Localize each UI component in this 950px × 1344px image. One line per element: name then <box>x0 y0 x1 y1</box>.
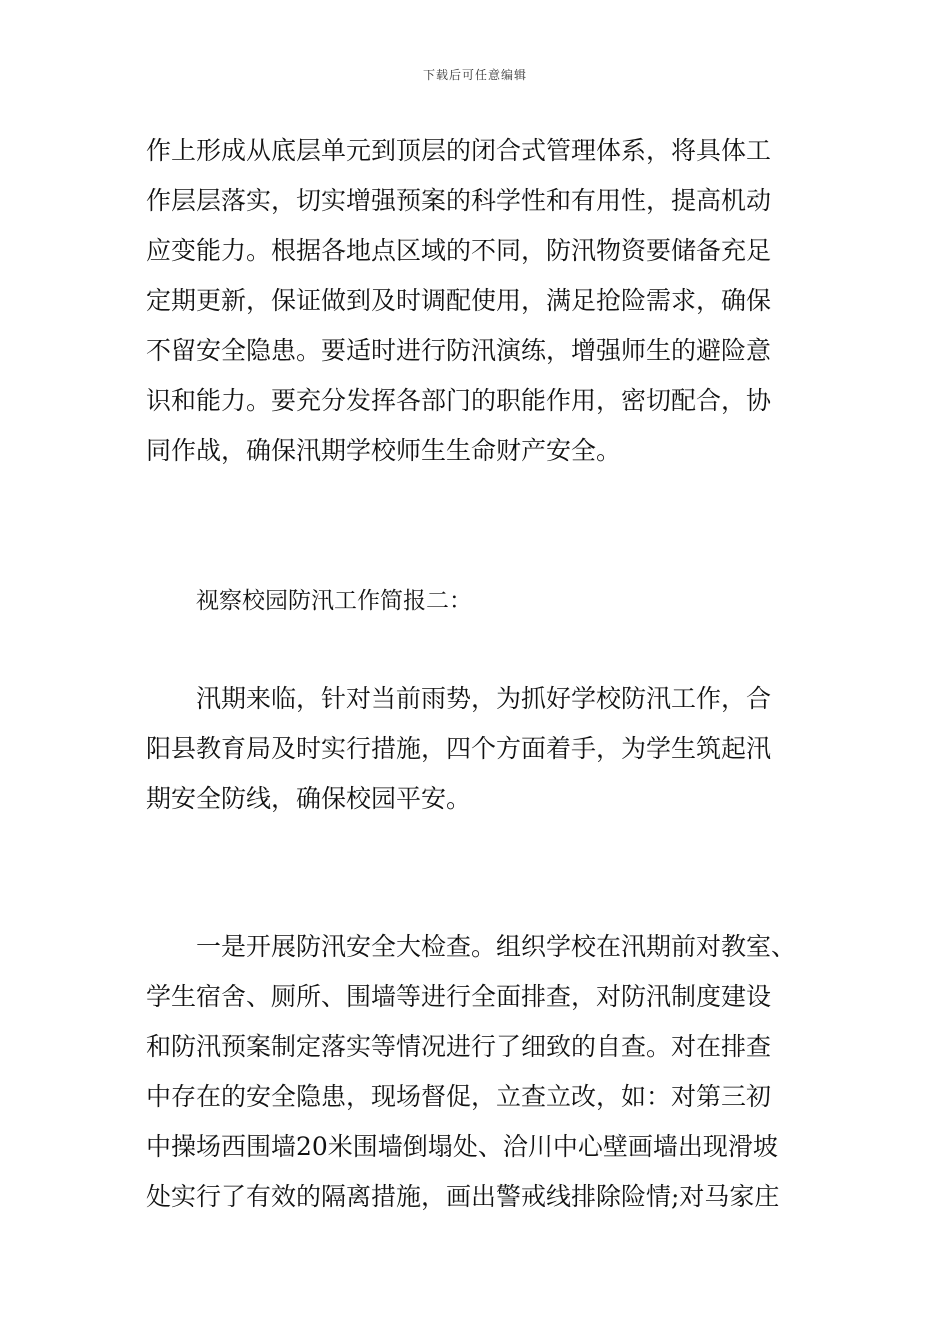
text-line: 不留安全隐患。要适时进行防汛演练，增强师生的避险意 <box>146 336 772 365</box>
text-line: 中存在的安全隐患，现场督促，立查立改，如：对第三初 <box>146 1082 772 1111</box>
page-header: 下载后可任意编辑 <box>422 68 527 82</box>
text-line: 学生宿舍、厕所、围墙等进行全面排查，对防汛制度建设 <box>146 982 772 1011</box>
text-line: 识和能力。要充分发挥各部门的职能作用，密切配合，协 <box>146 386 772 415</box>
text-line: 应变能力。根据各地点区域的不同，防汛物资要储备充足 <box>146 236 772 265</box>
text-line: 中操场西围墙20米围墙倒塌处、洽川中心壁画墙出现滑坡 <box>146 1132 778 1161</box>
text-line: 汛期来临，针对当前雨势，为抓好学校防汛工作，合 <box>196 684 772 713</box>
text-line: 作上形成从底层单元到顶层的闭合式管理体系，将具体工 <box>146 136 772 165</box>
text-line: 同作战，确保汛期学校师生生命财产安全。 <box>146 436 622 465</box>
text-line: 处实行了有效的隔离措施，画出警戒线排除险情;对马家庄 <box>146 1182 780 1211</box>
text-line: 一是开展防汛安全大检查。组织学校在汛期前对教室、 <box>196 932 797 961</box>
text-line: 期安全防线，确保校园平安。 <box>146 784 472 813</box>
text-line: 阳县教育局及时实行措施，四个方面着手，为学生筑起汛 <box>146 734 772 763</box>
text-line: 作层层落实，切实增强预案的科学性和有用性，提高机动 <box>146 186 772 215</box>
heading-line: 视察校园防汛工作简报二： <box>196 588 472 614</box>
text-line: 定期更新，保证做到及时调配使用，满足抢险需求，确保 <box>146 286 772 315</box>
text-line: 和防汛预案制定落实等情况进行了细致的自查。对在排查 <box>146 1032 772 1061</box>
